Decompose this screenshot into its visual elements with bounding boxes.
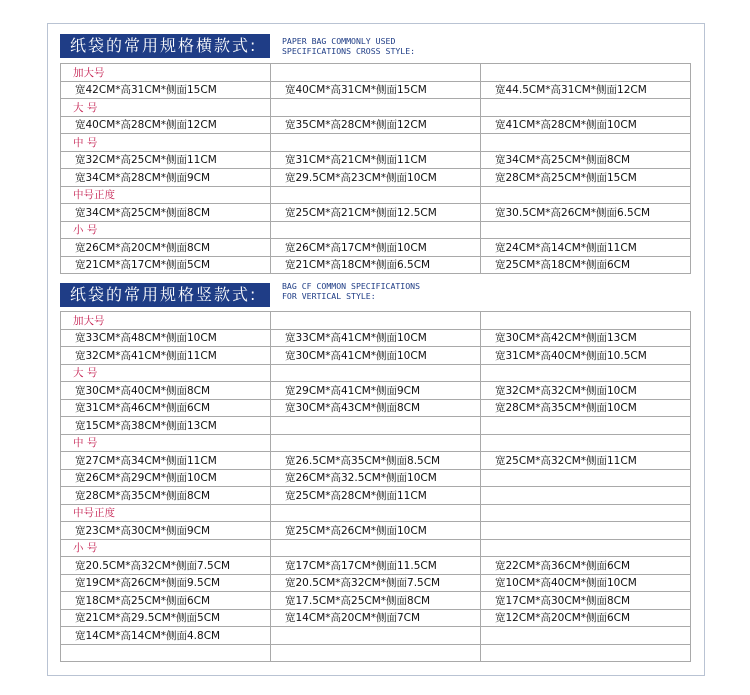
spec-cell: 宽21CM*高17CM*侧面5CM: [61, 256, 271, 274]
vertical-spec-table: [60, 311, 691, 662]
spec-cell: 宽30CM*高43CM*侧面8CM: [271, 399, 481, 417]
empty-cell: [481, 221, 691, 239]
empty-cell: [271, 312, 481, 330]
spec-cell: 宽35CM*高28CM*侧面12CM: [271, 116, 481, 134]
empty-cell: [481, 186, 691, 204]
spec-row: [61, 399, 691, 417]
spec-cell: 宽34CM*高25CM*侧面8CM: [61, 204, 271, 222]
spec-cell: 宽30CM*高42CM*侧面13CM: [481, 329, 691, 347]
spec-cell: 宽44.5CM*高31CM*侧面12CM: [481, 81, 691, 99]
spec-row: [61, 592, 691, 610]
size-category-label: 加大号: [61, 64, 271, 82]
size-category-row: [61, 364, 691, 382]
empty-cell: [481, 64, 691, 82]
size-category-label: 大 号: [61, 99, 271, 117]
horizontal-section-title: 纸袋的常用规格横款式:: [60, 34, 270, 58]
size-category-row: [61, 99, 691, 117]
spec-cell: 宽33CM*高48CM*侧面10CM: [61, 329, 271, 347]
empty-cell: [271, 504, 481, 522]
spec-cell: 宽26CM*高17CM*侧面10CM: [271, 239, 481, 257]
spec-cell: 宽18CM*高25CM*侧面6CM: [61, 592, 271, 610]
size-category-row: [61, 539, 691, 557]
empty-cell: [271, 186, 481, 204]
size-category-row: [61, 186, 691, 204]
empty-cell: [481, 522, 691, 540]
empty-cell: [481, 364, 691, 382]
spec-row: [61, 557, 691, 575]
spec-row: [61, 81, 691, 99]
empty-cell: [481, 469, 691, 487]
spec-row: [61, 204, 691, 222]
horizontal-section-subtitle: PAPER BAG COMMONLY USED SPECIFICATIONS CROSS STYLE:: [282, 36, 416, 56]
spec-row: [61, 151, 691, 169]
size-category-row: [61, 312, 691, 330]
spec-cell: 宽17.5CM*高25CM*侧面8CM: [271, 592, 481, 610]
empty-cell: [481, 504, 691, 522]
empty-cell: [481, 627, 691, 645]
spec-row: [61, 256, 691, 274]
horizontal-spec-table: [60, 63, 691, 274]
vertical-section-title: 纸袋的常用规格竖款式:: [60, 283, 270, 307]
vertical-section-subtitle: BAG CF COMMON SPECIFICATIONS FOR VERTICAL STYLE:: [282, 281, 421, 301]
spec-cell: 宽28CM*高35CM*侧面8CM: [61, 487, 271, 505]
spec-cell: 宽32CM*高25CM*侧面11CM: [61, 151, 271, 169]
size-category-row: [61, 221, 691, 239]
size-category-label: 小 号: [61, 539, 271, 557]
empty-cell: [481, 434, 691, 452]
spec-cell: 宽42CM*高31CM*侧面15CM: [61, 81, 271, 99]
spec-row: [61, 239, 691, 257]
spec-cell: 宽29CM*高41CM*侧面9CM: [271, 382, 481, 400]
spec-cell: 宽10CM*高40CM*侧面10CM: [481, 574, 691, 592]
spec-cell: 宽31CM*高40CM*侧面10.5CM: [481, 347, 691, 365]
size-category-row: [61, 434, 691, 452]
spec-cell: 宽24CM*高14CM*侧面11CM: [481, 239, 691, 257]
spec-cell: 宽25CM*高28CM*侧面11CM: [271, 487, 481, 505]
spec-cell: 宽34CM*高28CM*侧面9CM: [61, 169, 271, 187]
empty-cell: [271, 364, 481, 382]
spec-cell: 宽26CM*高32.5CM*侧面10CM: [271, 469, 481, 487]
empty-cell: [271, 134, 481, 152]
spec-cell: 宽40CM*高31CM*侧面15CM: [271, 81, 481, 99]
spec-cell: 宽12CM*高20CM*侧面6CM: [481, 609, 691, 627]
empty-cell: [271, 539, 481, 557]
size-category-row: [61, 64, 691, 82]
spec-cell: 宽22CM*高36CM*侧面6CM: [481, 557, 691, 575]
spec-row: [61, 574, 691, 592]
size-category-label: 中号正度: [61, 186, 271, 204]
spec-cell: 宽30CM*高40CM*侧面8CM: [61, 382, 271, 400]
size-category-label: 中 号: [61, 134, 271, 152]
spec-cell: 宽17CM*高30CM*侧面8CM: [481, 592, 691, 610]
empty-cell: [271, 417, 481, 435]
empty-cell: [271, 627, 481, 645]
empty-cell: [481, 487, 691, 505]
spec-cell: 宽32CM*高32CM*侧面10CM: [481, 382, 691, 400]
spec-cell: 宽20.5CM*高32CM*侧面7.5CM: [61, 557, 271, 575]
spec-cell: 宽25CM*高18CM*侧面6CM: [481, 256, 691, 274]
spec-cell: 宽26CM*高20CM*侧面8CM: [61, 239, 271, 257]
spec-cell: 宽14CM*高14CM*侧面4.8CM: [61, 627, 271, 645]
spec-cell: 宽30.5CM*高26CM*侧面6.5CM: [481, 204, 691, 222]
empty-cell: [481, 99, 691, 117]
size-category-label: 中号正度: [61, 504, 271, 522]
size-category-row: [61, 504, 691, 522]
empty-cell: [481, 644, 691, 662]
empty-cell: [271, 644, 481, 662]
spec-cell: 宽34CM*高25CM*侧面8CM: [481, 151, 691, 169]
empty-cell: [481, 539, 691, 557]
spec-row: [61, 329, 691, 347]
size-category-label: 加大号: [61, 312, 271, 330]
spec-cell: 宽21CM*高18CM*侧面6.5CM: [271, 256, 481, 274]
spec-cell: 宽25CM*高26CM*侧面10CM: [271, 522, 481, 540]
spec-cell: 宽21CM*高29.5CM*侧面5CM: [61, 609, 271, 627]
spec-cell: 宽15CM*高38CM*侧面13CM: [61, 417, 271, 435]
size-category-label: 中 号: [61, 434, 271, 452]
spec-cell: 宽14CM*高20CM*侧面7CM: [271, 609, 481, 627]
empty-cell: [271, 99, 481, 117]
spec-row: [61, 644, 691, 662]
spec-row: [61, 609, 691, 627]
empty-cell: [271, 434, 481, 452]
spec-cell: 宽19CM*高26CM*侧面9.5CM: [61, 574, 271, 592]
spec-cell: 宽33CM*高41CM*侧面10CM: [271, 329, 481, 347]
empty-cell: [271, 221, 481, 239]
spec-cell: 宽17CM*高17CM*侧面11.5CM: [271, 557, 481, 575]
spec-cell: 宽40CM*高28CM*侧面12CM: [61, 116, 271, 134]
empty-cell: [481, 134, 691, 152]
spec-cell: 宽28CM*高25CM*侧面15CM: [481, 169, 691, 187]
spec-cell: 宽26.5CM*高35CM*侧面8.5CM: [271, 452, 481, 470]
size-category-row: [61, 134, 691, 152]
spec-row: [61, 452, 691, 470]
spec-row: [61, 382, 691, 400]
spec-cell: 宽41CM*高28CM*侧面10CM: [481, 116, 691, 134]
spec-cell: 宽30CM*高41CM*侧面10CM: [271, 347, 481, 365]
empty-cell: [271, 64, 481, 82]
spec-row: [61, 627, 691, 645]
spec-cell: 宽25CM*高32CM*侧面11CM: [481, 452, 691, 470]
empty-cell: [61, 644, 271, 662]
spec-row: [61, 522, 691, 540]
spec-cell: 宽31CM*高46CM*侧面6CM: [61, 399, 271, 417]
empty-cell: [481, 417, 691, 435]
spec-cell: 宽20.5CM*高32CM*侧面7.5CM: [271, 574, 481, 592]
spec-row: [61, 169, 691, 187]
empty-cell: [481, 312, 691, 330]
spec-row: [61, 469, 691, 487]
spec-cell: 宽23CM*高30CM*侧面9CM: [61, 522, 271, 540]
spec-cell: 宽26CM*高29CM*侧面10CM: [61, 469, 271, 487]
spec-row: [61, 116, 691, 134]
spec-cell: 宽31CM*高21CM*侧面11CM: [271, 151, 481, 169]
spec-row: [61, 487, 691, 505]
spec-cell: 宽29.5CM*高23CM*侧面10CM: [271, 169, 481, 187]
spec-cell: 宽32CM*高41CM*侧面11CM: [61, 347, 271, 365]
size-category-label: 大 号: [61, 364, 271, 382]
spec-row: [61, 347, 691, 365]
spec-cell: 宽25CM*高21CM*侧面12.5CM: [271, 204, 481, 222]
spec-row: [61, 417, 691, 435]
spec-cell: 宽28CM*高35CM*侧面10CM: [481, 399, 691, 417]
size-category-label: 小 号: [61, 221, 271, 239]
spec-cell: 宽27CM*高34CM*侧面11CM: [61, 452, 271, 470]
